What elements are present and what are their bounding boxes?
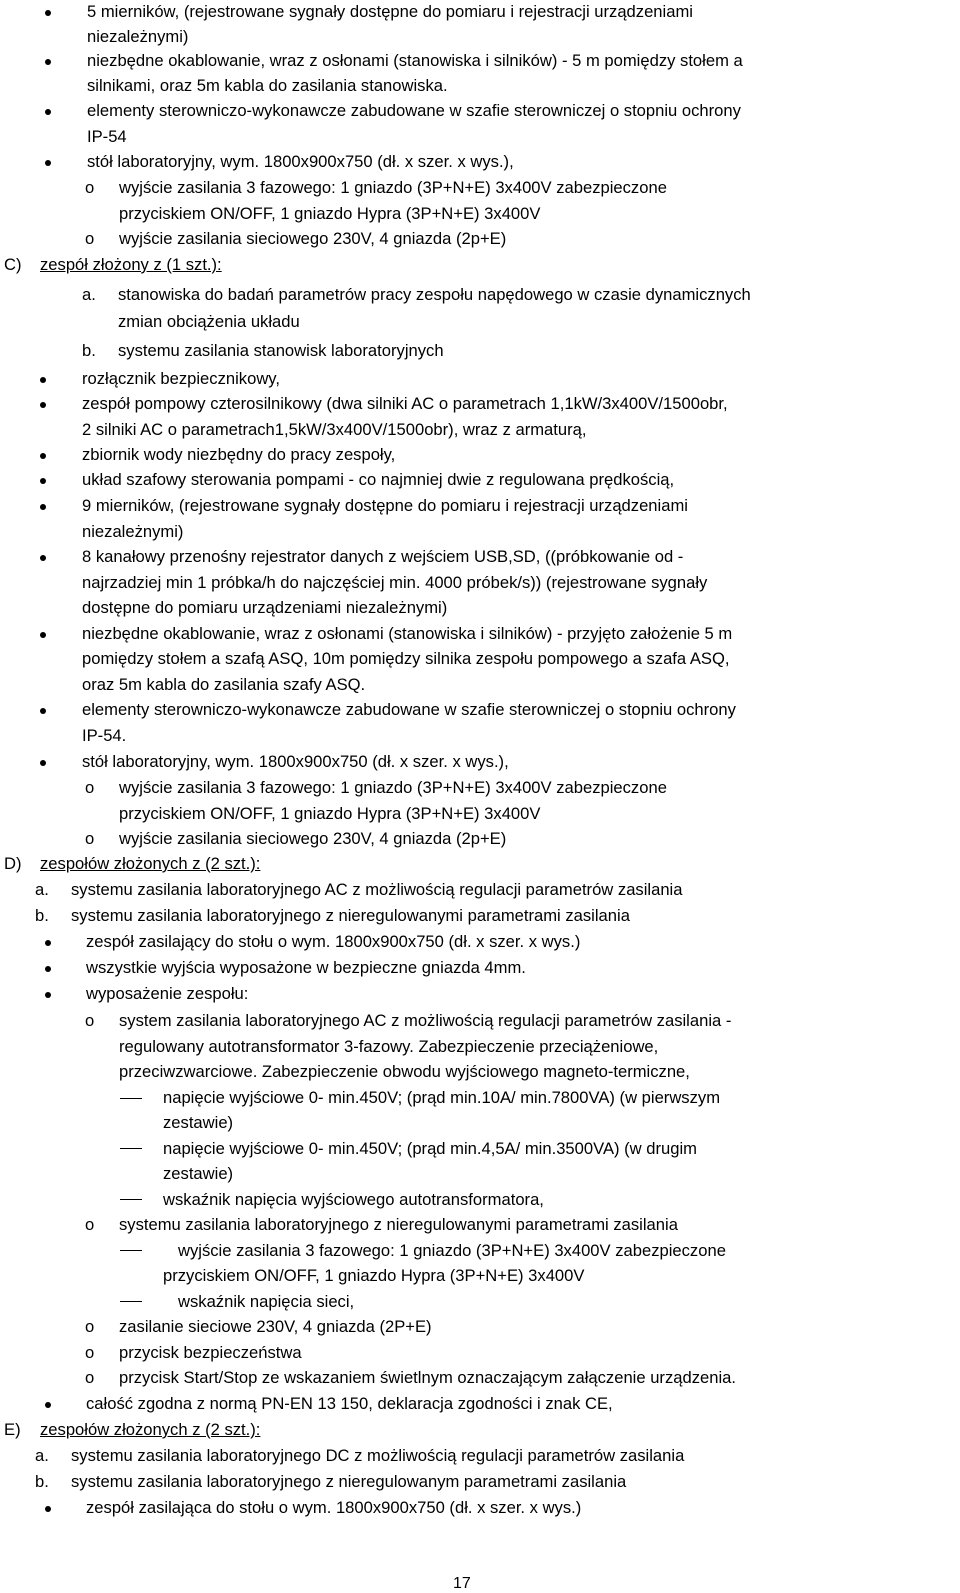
text-line: wskaźnik napięcia wyjściowego autotransformatora,: [163, 1190, 544, 1209]
text-line: zespół zasilający do stołu o wym. 1800x900x750 (dł. x szer. x wys.): [86, 932, 581, 951]
text-line: wyjście zasilania 3 fazowego: 1 gniazdo (3P+N+E) 3x400V zabezpieczone: [119, 178, 667, 197]
section-heading: zespołów złożonych z (2 szt.):: [40, 1420, 261, 1439]
text-line: systemu zasilania laboratoryjnego DC z możliwością regulacji parametrów zasilania: [71, 1446, 685, 1465]
bullet: [40, 402, 46, 408]
text-line: dostępne do pomiaru urządzeniami niezależnymi): [82, 598, 448, 617]
text-line: przycisk Start/Stop ze wskazaniem świetlnym oznaczającym załączenie urządzenia.: [119, 1368, 736, 1387]
text-line: stanowiska do badań parametrów pracy zespołu napędowego w czasie dynamicznych: [118, 285, 751, 304]
text-line: niezbędne okablowanie, wraz z osłonami (stanowiska i silników) - 5 m pomiędzy stołem a: [87, 51, 743, 70]
bullet: [45, 160, 51, 166]
text-line: układ szafowy sterowania pompami - co najmniej dwie z regulowana prędkością,: [82, 470, 675, 489]
text-line: systemu zasilania laboratoryjnego AC z możliwością regulacji parametrów zasilania: [71, 880, 683, 899]
text-line: zasilanie sieciowe 230V, 4 gniazda (2P+E): [119, 1317, 432, 1336]
section-label: E): [4, 1420, 21, 1439]
text-line: zmian obciążenia układu: [118, 312, 300, 331]
bullet: [45, 940, 51, 946]
bullet: [40, 453, 46, 459]
bullet: [40, 708, 46, 714]
text-line: systemu zasilania laboratoryjnego z nieregulowanymi parametrami zasilania: [119, 1215, 678, 1234]
sub-marker: o: [85, 1368, 95, 1387]
text-line: 2 silniki AC o parametrach1,5kW/3x400V/1500obr), wraz z armaturą,: [82, 420, 587, 439]
section-label: D): [4, 854, 22, 873]
text-line: wyposażenie zespołu:: [86, 984, 249, 1003]
sub-marker: o: [85, 1317, 95, 1336]
bullet: [40, 478, 46, 484]
text-line: zespół pompowy czterosilnikowy (dwa silniki AC o parametrach 1,1kW/3x400V/1500obr,: [82, 394, 728, 413]
sub-marker: o: [85, 229, 95, 248]
dash-marker: [120, 1199, 142, 1200]
sub-marker: o: [85, 1011, 95, 1030]
text-line: przycisk bezpieczeństwa: [119, 1343, 302, 1362]
text-line: wyjście zasilania 3 fazowego: 1 gniazdo (3P+N+E) 3x400V zabezpieczone: [119, 778, 667, 797]
dash-marker: [120, 1250, 142, 1251]
list-marker: a.: [35, 1446, 49, 1465]
text-line: regulowany autotransformator 3-fazowy. Zabezpieczenie przeciążeniowe,: [119, 1037, 659, 1056]
sub-marker: o: [85, 829, 95, 848]
text-line: wyjście zasilania sieciowego 230V, 4 gniazda (2p+E): [119, 229, 507, 248]
text-line: 8 kanałowy przenośny rejestrator danych z wejściem USB,SD, ((próbkowanie od -: [82, 547, 684, 566]
bullet: [45, 59, 51, 65]
text-line: systemu zasilania laboratoryjnego z nieregulowanymi parametrami zasilania: [71, 906, 630, 925]
text-line: całość zgodna z normą PN-EN 13 150, deklaracja zgodności i znak CE,: [86, 1394, 613, 1413]
section-heading: zespół złożony z (1 szt.):: [40, 255, 222, 274]
text-line: systemu zasilania stanowisk laboratoryjnych: [118, 341, 444, 360]
text-line: system zasilania laboratoryjnego AC z możliwością regulacji parametrów zasilania -: [119, 1011, 732, 1030]
section-heading: zespołów złożonych z (2 szt.):: [40, 854, 261, 873]
text-line: pomiędzy stołem a szafą ASQ, 10m pomiędzy silnika zespołu pompowego a szafa ASQ,: [82, 649, 730, 668]
text-line: przyciskiem ON/OFF, 1 gniazdo Hypra (3P+N+E) 3x400V: [163, 1266, 585, 1285]
page-number: 17: [453, 1575, 471, 1592]
text-line: zespół zasilająca do stołu o wym. 1800x900x750 (dł. x szer. x wys.): [86, 1498, 582, 1517]
dash-marker: [120, 1301, 142, 1302]
bullet: [45, 1506, 51, 1512]
text-line: zbiornik wody niezbędny do pracy zespoły,: [82, 445, 396, 464]
text-line: stół laboratoryjny, wym. 1800x900x750 (dł. x szer. x wys.),: [87, 152, 514, 171]
text-line: elementy sterowniczo-wykonawcze zabudowane w szafie sterowniczej o stopniu ochrony: [87, 101, 741, 120]
text-line: wskaźnik napięcia sieci,: [178, 1292, 355, 1311]
dash-marker: [120, 1098, 142, 1099]
text-line: niezbędne okablowanie, wraz z osłonami (stanowiska i silników) - przyjęto założenie 5 m: [82, 624, 733, 643]
section-label: C): [4, 255, 22, 274]
bullet: [45, 10, 51, 16]
text-line: rozłącznik bezpiecznikowy,: [82, 369, 280, 388]
list-marker: a.: [35, 880, 49, 899]
text-line: zestawie): [163, 1113, 234, 1132]
bullet: [45, 1402, 51, 1408]
text-line: silnikami, oraz 5m kabla do zasilania stanowiska.: [87, 76, 448, 95]
list-marker: b.: [82, 341, 96, 360]
list-marker: b.: [35, 1472, 49, 1491]
text-line: napięcie wyjściowe 0- min.450V; (prąd min.10A/ min.7800VA) (w pierwszym: [163, 1088, 721, 1107]
text-line: najrzadziej min 1 próbka/h do najczęściej min. 4000 próbek/s)) (rejestrowane sygnały: [82, 573, 708, 592]
text-line: wyjście zasilania sieciowego 230V, 4 gniazda (2p+E): [119, 829, 507, 848]
bullet: [45, 109, 51, 115]
text-line: przyciskiem ON/OFF, 1 gniazdo Hypra (3P+N+E) 3x400V: [119, 204, 541, 223]
text-line: przeciwzwarciowe. Zabezpieczenie obwodu wyjściowego magneto-termiczne,: [119, 1062, 690, 1081]
bullet: [40, 632, 46, 638]
text-line: niezależnymi): [87, 27, 189, 46]
text-line: napięcie wyjściowe 0- min.450V; (prąd min.4,5A/ min.3500VA) (w drugim: [163, 1139, 697, 1158]
text-line: 5 mierników, (rejestrowane sygnały dostępne do pomiaru i rejestracji urządzeniami: [87, 2, 693, 21]
bullet: [40, 760, 46, 766]
sub-marker: o: [85, 1215, 95, 1234]
text-line: wyjście zasilania 3 fazowego: 1 gniazdo (3P+N+E) 3x400V zabezpieczone: [178, 1241, 726, 1260]
text-line: elementy sterowniczo-wykonawcze zabudowane w szafie sterowniczej o stopniu ochrony: [82, 700, 736, 719]
dash-marker: [120, 1148, 142, 1149]
text-line: IP-54.: [82, 726, 127, 745]
text-line: 9 mierników, (rejestrowane sygnały dostępne do pomiaru i rejestracji urządzeniami: [82, 496, 688, 515]
list-marker: b.: [35, 906, 49, 925]
bullet: [40, 504, 46, 510]
bullet: [40, 377, 46, 383]
bullet: [45, 992, 51, 998]
bullet: [40, 555, 46, 561]
list-marker: a.: [82, 285, 96, 304]
text-line: niezależnymi): [82, 522, 184, 541]
text-line: zestawie): [163, 1164, 234, 1183]
bullet: [45, 966, 51, 972]
sub-marker: o: [85, 778, 95, 797]
text-line: IP-54: [87, 127, 127, 146]
text-line: przyciskiem ON/OFF, 1 gniazdo Hypra (3P+N+E) 3x400V: [119, 804, 541, 823]
text-line: wszystkie wyjścia wyposażone w bezpieczne gniazda 4mm.: [86, 958, 526, 977]
text-line: systemu zasilania laboratoryjnego z nieregulowanym parametrami zasilania: [71, 1472, 627, 1491]
sub-marker: o: [85, 1343, 95, 1362]
text-line: stół laboratoryjny, wym. 1800x900x750 (dł. x szer. x wys.),: [82, 752, 509, 771]
sub-marker: o: [85, 178, 95, 197]
text-line: oraz 5m kabla do zasilania szafy ASQ.: [82, 675, 366, 694]
